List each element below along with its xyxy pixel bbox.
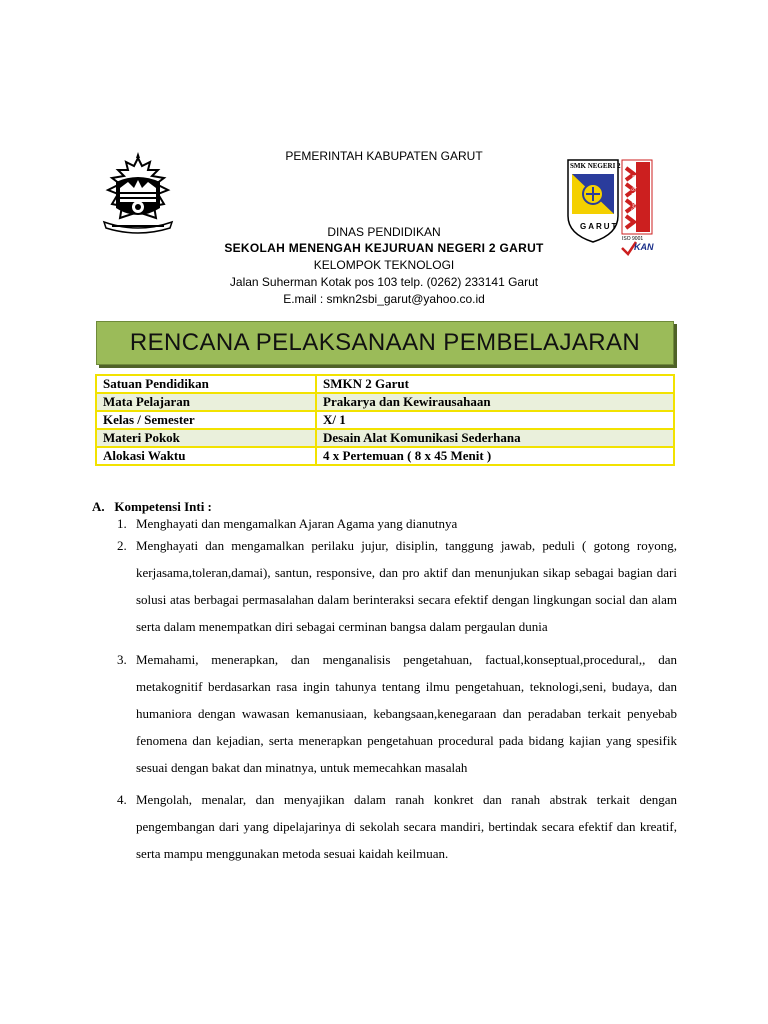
row-value: Prakarya dan Kewirausahaan: [316, 393, 674, 411]
list-number: 2.: [117, 538, 127, 553]
row-label: Satuan Pendidikan: [96, 375, 316, 393]
header-group: KELOMPOK TEKNOLOGI: [313, 258, 455, 272]
table-row: [96, 447, 674, 465]
list-item: [117, 532, 677, 640]
header-email: E.mail : smkn2sbi_garut@yahoo.co.id: [283, 292, 485, 306]
header-department: DINAS PENDIDIKAN: [327, 225, 441, 239]
logo-kan-text: KAN: [634, 242, 654, 252]
table-row: [96, 393, 674, 411]
document-title-banner: [96, 321, 674, 365]
list-number: 1.: [117, 516, 127, 531]
list-number: 3.: [117, 652, 127, 667]
list-text: Menghayati dan mengamalkan Ajaran Agama yang dianutnya: [136, 516, 458, 531]
header-school-name: SEKOLAH MENENGAH KEJURUAN NEGERI 2 GARUT: [224, 241, 544, 255]
list-item: [117, 786, 677, 867]
row-value: Desain Alat Komunikasi Sederhana: [316, 429, 674, 447]
row-label: Alokasi Waktu: [96, 447, 316, 465]
list-text: Mengolah, menalar, dan menyajikan dalam ranah konkret dan ranah abstrak terkait dengan pengembangan dari yang dipelajarinya di sekolah secara mandiri, bertindak secara efektif dan kreatif, serta mampu menggunakan metoda sesuai kaidah keilmuan.: [136, 792, 677, 861]
list-item: [117, 646, 677, 781]
list-text: Memahami, menerapkan, dan menganalisis pengetahuan, factual,konseptual,procedural,, dan metakognitif berdasarkan rasa ingin tahunya tentang ilmu pengetahuan, teknologi,seni, budaya, dan humaniora dengan wawasan kemanusiaan, kebangsaan,kenegaraan dan peradaban terkait penyebab fenomena dan kejadian, serta menerapkan pengetahuan procedural pada bidang kajian yang spesifik sesuai dengan bakat dan minatnya, untuk memecahkan masalah: [136, 652, 677, 775]
header-government: PEMERINTAH KABUPATEN GARUT: [285, 149, 483, 163]
table-row: [96, 411, 674, 429]
logo-iso-text: ISO 9001: [622, 236, 644, 242]
section-heading: A. Kompetensi Inti :: [92, 499, 212, 514]
table-row: [96, 429, 674, 447]
row-label: Materi Pokok: [96, 429, 316, 447]
logo-school-text: SMK NEGERI 2: [570, 162, 621, 170]
table-row: [96, 375, 674, 393]
competency-list: [117, 516, 677, 867]
list-text: Menghayati dan mengamalkan perilaku jujur, disiplin, tanggung jawab, peduli ( gotong royong, kerjasama,toleran,damai), santun, responsive, dan pro aktif dan menunjukan sikap sebagai bagian dari solusi atas berbagai permasalahan dalam berinteraksi secara efektif dengan lingkungan social dan alam serta dalam menempatkan diri sebagai cerminan bangsa dalam pergaulan dunia: [136, 538, 677, 634]
list-number: 4.: [117, 792, 127, 807]
row-value: SMKN 2 Garut: [316, 375, 674, 393]
identity-table: [95, 374, 675, 466]
row-label: Kelas / Semester: [96, 411, 316, 429]
row-value: 4 x Pertemuan ( 8 x 45 Menit ): [316, 447, 674, 465]
header-address: Jalan Suherman Kotak pos 103 telp. (0262) 233141 Garut: [229, 275, 539, 289]
logo-certified-text: Certified System: [631, 174, 638, 212]
logo-city-text: GARUT: [580, 222, 619, 231]
row-value: X/ 1: [316, 411, 674, 429]
document-title: RENCANA PELAKSANAAN PEMBELAJARAN: [129, 329, 641, 356]
list-item: [117, 516, 677, 532]
row-label: Mata Pelajaran: [96, 393, 316, 411]
